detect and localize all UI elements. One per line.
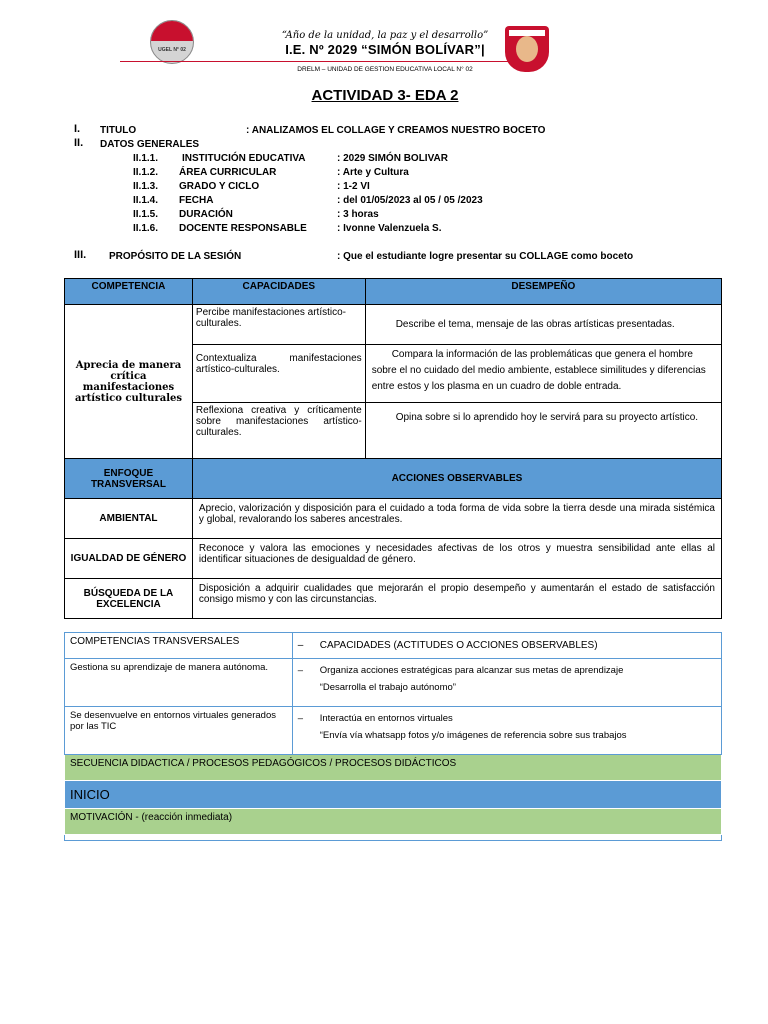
- desempeno-cell: Describe el tema, mensaje de las obras artísticas presentadas.: [365, 305, 721, 345]
- general-value: : 2029 SIMÓN BOLIVAR: [337, 153, 448, 164]
- logo-left: [150, 20, 194, 64]
- capacidad-cell: Contextualiza manifestaciones artístico-culturales.: [192, 345, 365, 403]
- logo-left-text: UGEL N° 02: [158, 47, 186, 53]
- general-value: : Ivonne Valenzuela S.: [337, 223, 442, 234]
- section-i-value: : ANALIZAMOS EL COLLAGE Y CREAMOS NUESTRO BOCETO: [246, 125, 546, 136]
- section-ii-num: II.: [74, 137, 84, 149]
- general-num: II.1.5.: [133, 209, 159, 220]
- table-bottom: [65, 835, 722, 841]
- section-i-label: TITULO: [100, 125, 137, 136]
- section-iii-num: III.: [74, 249, 87, 261]
- section-i-num: I.: [74, 123, 81, 135]
- desempeno-cell: Compara la información de las problemáticas que genera el hombre sobre el no cuidado del medio ambiente, establece similitudes y diferencias entre estos y los plasma en un cuadro de doble entrada.: [365, 345, 721, 403]
- general-label: INSTITUCIÓN EDUCATIVA: [182, 153, 306, 164]
- desempeno-cell: Opina sobre si lo aprendido hoy le servirá para su proyecto artístico.: [365, 403, 721, 459]
- general-num: II.1.4.: [133, 195, 159, 206]
- general-label: FECHA: [179, 195, 214, 206]
- general-value: : del 01/05/2023 al 05 / 05 /2023: [337, 195, 483, 206]
- capacidad-cell: Reflexiona creativa y críticamente sobre manifestaciones artístico-culturales.: [192, 403, 365, 459]
- enfoque-name: BÚSQUEDA DE LA EXCELENCIA: [65, 579, 193, 619]
- general-num: II.1.1.: [133, 153, 159, 164]
- transversal-left: Se desenvuelve en entornos virtuales generados por las TIC: [65, 707, 293, 755]
- general-num: II.1.2.: [133, 167, 159, 178]
- transversal-left: Gestiona su aprendizaje de manera autónoma.: [65, 659, 293, 707]
- transversales-table: [64, 632, 722, 841]
- drelm-line: DRELM – UNIDAD DE GESTION EDUCATIVA LOCAL N° 02: [297, 66, 473, 73]
- enfoque-text: Disposición a adquirir cualidades que mejorarán el propio desempeño y aumentarán el estado de satisfacción consigo mismo y con las circunstancias.: [192, 579, 721, 619]
- header-acciones: ACCIONES OBSERVABLES: [192, 459, 721, 499]
- enfoque-text: Aprecio, valorización y disposición para el cuidado a toda forma de vida sobre la tierra desde una mirada sistémica y global, revalorando los saberes ancestrales.: [192, 499, 721, 539]
- header-enfoque: ENFOQUE TRANSVERSAL: [65, 459, 193, 499]
- general-num: II.1.3.: [133, 181, 159, 192]
- enfoque-text: Reconoce y valora las emociones y necesidades afectivas de los otros y muestra sensibilidad ante ellas al identificar situaciones de desigualdad de género.: [192, 539, 721, 579]
- motto: “Año de la unidad, la paz y el desarrollo”: [281, 30, 489, 41]
- transversal-right: – Organiza acciones estratégicas para alcanzar sus metas de aprendizaje “Desarrolla el trabajo autónomo”: [292, 659, 721, 707]
- header-divider: [120, 61, 520, 62]
- header-capacidades: CAPACIDADES: [192, 279, 365, 305]
- inicio-row: INICIO: [65, 781, 722, 809]
- section-iii-label: PROPÓSITO DE LA SESIÓN: [109, 251, 242, 262]
- general-label: GRADO Y CICLO: [179, 181, 260, 192]
- school-name: I.E. Nº 2029 “SIMÓN BOLÍVAR”|: [285, 42, 485, 57]
- transversal-right: – Interactúa en entornos virtuales “Envía vía whatsapp fotos y/o imágenes de referencia sobre sus trabajos: [292, 707, 721, 755]
- secuencia-row: SECUENCIA DIDACTICA / PROCESOS PEDAGÓGICOS / PROCESOS DIDÁCTICOS: [65, 755, 722, 781]
- motivacion-row: MOTIVACIÓN - (reacción inmediata): [65, 809, 722, 835]
- general-num: II.1.6.: [133, 223, 159, 234]
- competencia-cell: Aprecia de manera crítica manifestaciones artístico culturales: [65, 305, 193, 459]
- general-label: DURACIÓN: [179, 209, 233, 220]
- capacidad-cell: Percibe manifestaciones artístico-culturales.: [192, 305, 365, 345]
- logo-right: [505, 26, 549, 72]
- general-label: ÁREA CURRICULAR: [179, 167, 277, 178]
- header-desempeno: DESEMPEÑO: [365, 279, 721, 305]
- competencias-table: [64, 278, 722, 619]
- enfoque-name: AMBIENTAL: [65, 499, 193, 539]
- header-capacidades-transversales: – CAPACIDADES (ACTITUDES O ACCIONES OBSERVABLES): [292, 633, 721, 659]
- general-value: : 1-2 VI: [337, 181, 370, 192]
- header-competencia: COMPETENCIA: [65, 279, 193, 305]
- general-value: : Arte y Cultura: [337, 167, 409, 178]
- header-competencias-transversales: COMPETENCIAS TRANSVERSALES: [65, 633, 293, 659]
- section-ii-label: DATOS GENERALES: [100, 139, 200, 150]
- section-iii-value: : Que el estudiante logre presentar su COLLAGE como boceto: [337, 251, 634, 262]
- general-value: : 3 horas: [337, 209, 379, 220]
- general-label: DOCENTE RESPONSABLE: [179, 223, 307, 234]
- activity-title: ACTIVIDAD 3- EDA 2: [311, 87, 459, 104]
- enfoque-name: IGUALDAD DE GÉNERO: [65, 539, 193, 579]
